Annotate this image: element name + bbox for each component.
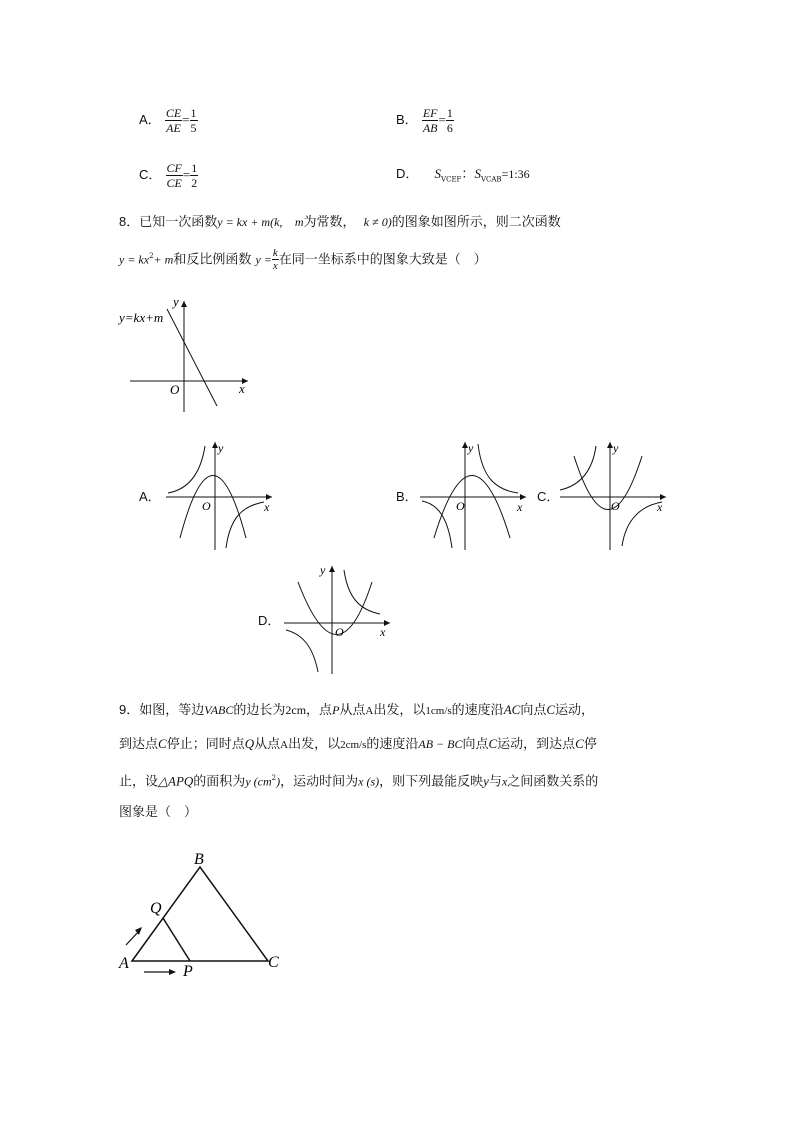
text: 从点 bbox=[339, 703, 366, 718]
q8-line2 bbox=[119, 246, 487, 272]
numerator: EF bbox=[422, 106, 438, 120]
value: 2cm/s bbox=[340, 739, 367, 751]
x-label: x bbox=[239, 381, 245, 396]
parabola bbox=[574, 456, 642, 510]
label-q: Q bbox=[150, 900, 162, 917]
label-p: P bbox=[183, 963, 193, 980]
denominator: AE bbox=[166, 121, 181, 135]
text: 到达点 bbox=[119, 737, 159, 752]
question-number: 8． bbox=[119, 214, 140, 229]
variable: A bbox=[280, 739, 289, 751]
fraction bbox=[190, 106, 198, 135]
denominator: 6 bbox=[446, 121, 453, 135]
y-label: y bbox=[218, 441, 224, 455]
fraction bbox=[422, 106, 439, 135]
option-c-label: C． bbox=[139, 167, 162, 182]
hyperbola-branch bbox=[226, 502, 264, 548]
denominator: x bbox=[272, 260, 278, 273]
x-label: x bbox=[517, 500, 523, 514]
origin-label: O bbox=[202, 499, 211, 513]
q8-option-c-label: C． bbox=[537, 489, 560, 504]
y-label: y bbox=[468, 441, 474, 455]
q8-option-c-graph bbox=[556, 438, 674, 553]
ratio: =1:36 bbox=[501, 167, 530, 181]
fraction bbox=[190, 161, 198, 190]
text: 运动，到达点 bbox=[497, 737, 576, 752]
text: 运动， bbox=[555, 703, 595, 718]
fraction bbox=[446, 106, 454, 135]
q7-option-c bbox=[139, 161, 198, 190]
hyperbola-branch bbox=[622, 502, 662, 546]
variable: y bbox=[483, 773, 489, 789]
text: ，运动时间为 bbox=[280, 774, 359, 790]
variable: m bbox=[294, 215, 304, 229]
formula: AB − BC bbox=[418, 737, 463, 751]
variable: x bbox=[501, 774, 508, 789]
denominator: AB bbox=[422, 121, 438, 135]
formula: VABC bbox=[204, 703, 234, 717]
equals: = bbox=[182, 167, 191, 182]
x-label: x bbox=[380, 625, 386, 639]
variable: C bbox=[546, 702, 555, 717]
denominator: 2 bbox=[191, 176, 198, 190]
parabola bbox=[434, 476, 510, 539]
text: 的速度沿 bbox=[366, 737, 419, 752]
text: 为常数， bbox=[303, 215, 356, 230]
text: 止，设 bbox=[119, 774, 159, 790]
variable: C bbox=[575, 736, 584, 751]
numerator: 1 bbox=[191, 161, 198, 175]
text: 向点 bbox=[520, 703, 547, 718]
origin-label: O bbox=[456, 499, 465, 513]
equals: = bbox=[182, 112, 190, 127]
q7-option-d bbox=[396, 164, 530, 190]
x-label: x bbox=[264, 500, 270, 514]
variable: Q bbox=[244, 736, 255, 751]
option-a-label: A． bbox=[139, 112, 161, 127]
text: 的速度沿 bbox=[451, 703, 504, 718]
parabola bbox=[180, 476, 246, 539]
q7-option-a bbox=[139, 106, 198, 135]
numerator: k bbox=[272, 247, 278, 260]
superscript: 2 bbox=[271, 774, 277, 782]
text: 停 bbox=[583, 737, 597, 752]
value: 2cm bbox=[285, 703, 307, 717]
q9-line4 bbox=[119, 803, 197, 823]
formula: + m bbox=[153, 252, 174, 267]
y-label: y bbox=[320, 563, 326, 577]
label-c: C bbox=[268, 954, 279, 971]
hyperbola-branch bbox=[478, 444, 518, 493]
q8-option-a-graph bbox=[160, 438, 278, 553]
text: ，点 bbox=[306, 703, 333, 718]
formula: k ≠ 0) bbox=[363, 215, 392, 229]
y-label: y bbox=[173, 295, 179, 309]
q8-option-b-graph bbox=[416, 438, 534, 553]
formula: y (cm bbox=[245, 774, 272, 789]
origin-label: O bbox=[611, 499, 620, 513]
text: 出发，以 bbox=[373, 703, 426, 718]
numerator: 1 bbox=[190, 106, 197, 120]
text: 出发，以 bbox=[288, 737, 341, 752]
q9-line2 bbox=[119, 734, 597, 755]
q8-option-d-label: D． bbox=[258, 613, 281, 628]
option-b-label: B． bbox=[396, 112, 418, 127]
formula: ) bbox=[276, 774, 281, 789]
text: 之间函数关系的 bbox=[507, 774, 599, 790]
denominator: 5 bbox=[190, 121, 197, 135]
value: 1cm/s bbox=[425, 705, 452, 717]
line-label: y=kx+m bbox=[119, 310, 164, 325]
text: 的边长为 bbox=[233, 703, 286, 718]
q8-option-a-label: A． bbox=[139, 489, 161, 504]
text: 和反比例函数 bbox=[173, 252, 252, 268]
formula: x (s) bbox=[358, 774, 380, 789]
denominator: CE bbox=[166, 176, 182, 190]
text: 从点 bbox=[254, 737, 281, 752]
fraction bbox=[272, 247, 279, 272]
fraction bbox=[165, 106, 182, 135]
q8-line1 bbox=[119, 212, 561, 233]
label-b: B bbox=[194, 851, 204, 868]
option-d-label: D． bbox=[396, 166, 419, 181]
y-arrow bbox=[329, 566, 335, 572]
variable: AC bbox=[503, 702, 521, 717]
text: 停止；同时点 bbox=[166, 737, 245, 752]
label-a: A bbox=[119, 955, 129, 972]
area-symbol: S bbox=[474, 166, 481, 181]
text: 与 bbox=[488, 774, 502, 790]
hyperbola-branch bbox=[422, 501, 452, 548]
superscript: 2 bbox=[149, 252, 154, 260]
q8-line-graph bbox=[115, 295, 255, 415]
y-label: y bbox=[613, 441, 619, 455]
formula: y = kx bbox=[119, 252, 150, 267]
variable: P bbox=[332, 703, 340, 717]
origin-label: O bbox=[335, 625, 344, 639]
text: 的图象如图所示，则二次函数 bbox=[391, 215, 561, 230]
variable: C bbox=[488, 736, 498, 751]
segment-pq bbox=[163, 918, 190, 961]
q8-option-d-graph bbox=[280, 562, 398, 677]
variable: C bbox=[158, 736, 167, 751]
numerator: 1 bbox=[446, 106, 453, 120]
q9-line3 bbox=[119, 768, 598, 792]
fraction bbox=[166, 161, 183, 190]
area-symbol: S bbox=[434, 166, 442, 181]
colon: ： bbox=[461, 167, 475, 182]
q7-option-b bbox=[396, 106, 454, 135]
text: 已知一次函数 bbox=[139, 215, 218, 230]
formula: △APQ bbox=[158, 773, 194, 789]
text: 的面积为 bbox=[193, 774, 246, 790]
y-arrow bbox=[181, 301, 187, 307]
question-number: 9． bbox=[119, 702, 140, 717]
formula: y = kx + m(k, bbox=[217, 215, 283, 229]
q8-option-b-label: B． bbox=[396, 489, 418, 504]
text: 图象是（ ） bbox=[119, 805, 198, 820]
numerator: CF bbox=[166, 161, 182, 175]
text: ，则下列最能反映 bbox=[379, 774, 484, 790]
arrow-p-head bbox=[169, 969, 176, 975]
q9-line1 bbox=[119, 700, 594, 721]
text: 向点 bbox=[462, 737, 489, 752]
numerator: CE bbox=[165, 106, 182, 120]
text: 如图，等边 bbox=[139, 703, 205, 718]
subscript: VCAB bbox=[480, 175, 502, 184]
text: 在同一坐标系中的图象大致是（ ） bbox=[278, 252, 487, 268]
equals: = bbox=[438, 112, 446, 127]
q9-triangle-figure bbox=[112, 842, 292, 982]
origin-label: O bbox=[170, 382, 180, 397]
hyperbola-branch bbox=[286, 630, 318, 672]
subscript: VCEF bbox=[441, 175, 462, 184]
x-label: x bbox=[657, 500, 663, 514]
formula: y = bbox=[255, 252, 272, 267]
variable: A bbox=[365, 705, 374, 717]
